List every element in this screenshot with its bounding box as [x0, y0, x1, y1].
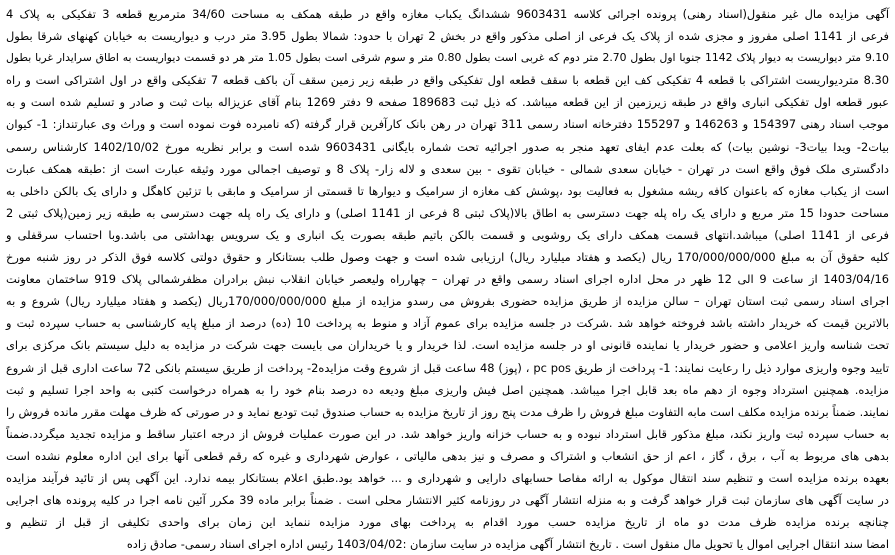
notice-line: مزایده. همچنین استرداد وجوه از دهم ماه بعد قابل اجرا میباشد. همچنین اصل فیش واریزی مبلغ ودیعه ده درصد بنام خود را به همراه درخواست کتبی به واحد اجرا تسلیم و ثبت: [6, 382, 889, 397]
notice-line: دادگستری ملک فوق واقع است در تهران - خیابان سعدی شمالی - خیابان تقوی - بین سعدی و لاله زار- پلاک 8 و توصیف اجمالی مورد وثیقه عبارت است از :طبقه همکف عبارت: [6, 161, 889, 176]
notice-line: فرعی از 1141 اصلی) میباشد.انتهای قسمت همکف دارای یک روشویی و قسمت بالکن باتیم طبقه بصورت یک انباری و یک سرویس بهداشتی می باشد.وبا احتساب سرقفلی و: [6, 227, 889, 242]
notice-line: در سایت آگهی های سازمان ثبت قرار خواهد گرفت و به منزله انتشار آگهی در روزنامه کثیر الانتشار محلی است . ضمناً برابر ماده 39 مکرر آئین نامه اجرا در کلیه پرونده های اجرایی: [6, 493, 889, 508]
notice-line: تحت شناسه واریز اعلامی و حضور خریدار یا نماینده قانونی او در جلسه مزایده است. لذا خریدار و یا خریداران می بایست جهت شرکت در مزایده به دلیل سیستم بانک مرکزی برای: [6, 338, 889, 353]
notice-line: است از یکباب مغازه که باعنوان کافه ریشه مشغول به فعالیت بود ،پوشش کف مغازه از سرامیک و دیوارها تا قسمتی از سرامیک و مابقی با تزئین کاهگل و دارای یک بالکن داخلی به: [6, 183, 889, 198]
notice-line: 1403/04/16 از ساعت 9 الی 12 ظهر در محل اداره اجرای اسناد رسمی واقع در تهران – چهارراه ولیعصر خیابان انقلاب نبش برادران مظفرشمالی پلاک 919 ساختمان معاونت: [6, 272, 889, 287]
notice-line: نمایند. ضمناً برنده مزایده مکلف است مابه التفاوت مبلغ فروش را ظرف مدت پنج روز از تاریخ مزایده به حساب صندوق ثبت تودیع نماید و در صورتی که ظرف مهلت مقرر مانده فروش را: [6, 404, 889, 419]
notice-line: مساحت حدودا 15 متر مربع و دارای یک راه پله جهت دسترسی به اطاق بالا(پلاک ثبتی 8 فرعی از 1141 اصلی) و دارای یک راه پله جهت دسترسی به طبقه زیر زمین(پلاک ثبتی 2: [6, 205, 889, 220]
notice-line: 9.10 متر دیواریست به دیوار پلاک 1142 جنوبا اول بطول 2.70 متر دوم که غربی است بطول 0.80 متر و سوم شرقی است بطول 1.05 متر هر دو قسمت دیواریست به اطاق سرایدار غربا بطول: [6, 51, 889, 65]
notice-line: چنانچه برنده مزایده ظرف مدت دو ماه از تاریخ مزایده حسب مورد اقدام به پرداخت بهای مورد مزایده ننماید این زمان برای واحدی تکلیفی از قبل از تنظیم و: [6, 515, 889, 530]
notice-line: بالاترین قیمت که خریدار داشته باشد فروخته خواهد شد .شرکت در جلسه مزایده برای عموم آزاد و منوط به پرداخت 10 (ده) درصد از مبلغ پایه کارشناسی به حساب سپرده ثبت و: [6, 316, 889, 331]
notice-line: عبور قطعه اول تفکیکی انباری واقع در طبقه زیرزمین از این قطعه میباشد. که ذیل ثبت 189683 صفحه 9 دفتر 1269 بنام آقای عزیزاله بیات ثبت و صادر و تسلیم شده است و به: [6, 95, 889, 110]
notice-line: اجرای اسناد رسمی ثبت استان تهران – سالن مزایده از طریق مزایده حضوری بفروش می رسدو مزایده از مبلغ 170/000/000/000ریال (یکصد و هفتاد میلیارد ریال) شروع و به: [6, 294, 889, 309]
notice-line: بیات2- ویدا بیات3- نوشین بیات) که بعلت عدم ایفای تعهد منجر به صدور اجرائیه تحت شماره بایگانی 9603431 شده است و برابر نظریه مورخ 1402/10/02 کارشناس رسمی: [6, 139, 889, 154]
notice-line: تایید وجوه واریزی موارد ذیل را رعایت نمایند: 1- پرداخت از طریق pc pos ، (پوز) 48 ساعت قبل از شروع وقت مزایده2- پرداخت از طریق سیستم بانکی 72 ساعت اداری قبل از شروع: [6, 360, 890, 375]
notice-line: بعهده برنده مزایده است و تنظیم سند انتقال موکول به ارائه مفاصا حسابهای دارایی و شهرداری و ... خواهد بود.طبق اعلام بستانکار بیمه ندارد. این آگهی پس از تائید فرآیند مزایده: [6, 470, 889, 485]
notice-line: فرعی از 1141 اصلی مفروز و مجزی شده از پلاک یک فرعی از اصلی مذکور واقع در بخش 2 تهران با حدود: شمالا بطول 3.95 متر درب و دیواریست به خیابان کهنهای شرقا بطول: [6, 29, 889, 44]
notice-line: آگهی مزایده مال غیر منقول(اسناد رهنی) پرونده اجرائی کلاسه 9603431 ششدانگ یکباب مغازه واقع در طبقه همکف به مساحت 34/60 مترمربع قطعه 3 تفکیکی به پلاک 4: [6, 7, 890, 21]
notice-line: بدهی های مربوط به آب ، برق ، گاز ، اعم از حق انشعاب و اشتراک و مصرف و نیز بدهی مالیاتی ، عوارض شهرداری و غیره که رقم قطعی آنها برای این اداره معلوم نشده است: [6, 448, 889, 463]
notice-line: کلیه حقوق آن به مبلغ 170/000/000/000 ریال (یکصد و هفتاد میلیارد ریال) ارزیابی شده است و جهت وصول طلب بستانکار و حقوق دولتی کلاسه فوق الذکر در روز شنبه مورخ: [6, 250, 890, 265]
notice-line: 8.30 متردیواریست اشتراکی با قطعه 4 تفکیکی کف این قطعه با سقف قطعه اول تفکیکی واقع در طبقه زیر زمین سقف آن باکف قطعه 7 تفکیکی واقع در اول اشتراکی است و راه: [6, 73, 889, 88]
notice-line: امضا سند انتقال اجرایی اموال یا تحویل مال منقول است . تاریخ انتشار آگهی مزایده در سایت سازمان :1403/04/02 رئیس اداره اجرای اسناد رسمی- صادق زاده: [126, 537, 889, 552]
notice-line: موجب اسناد رهنی 154397 و 146263 و 155297 دفترخانه اسناد رسمی 311 تهران در رهن بانک کارآفرین قرار گرفته (که نامبرده فوت نموده است و وراث وی عبارتنداز: 1- کیوان: [6, 117, 890, 132]
notice-line: به حساب سپرده ثبت واریز نکند، مبلغ مذکور قابل استرداد نبوده و به حساب خزانه واریز خواهد شد. در این صورت عملیات فروش از درجه اعتبار ساقط و مزایده تجدید میگردد.ضمناً: [6, 426, 889, 441]
